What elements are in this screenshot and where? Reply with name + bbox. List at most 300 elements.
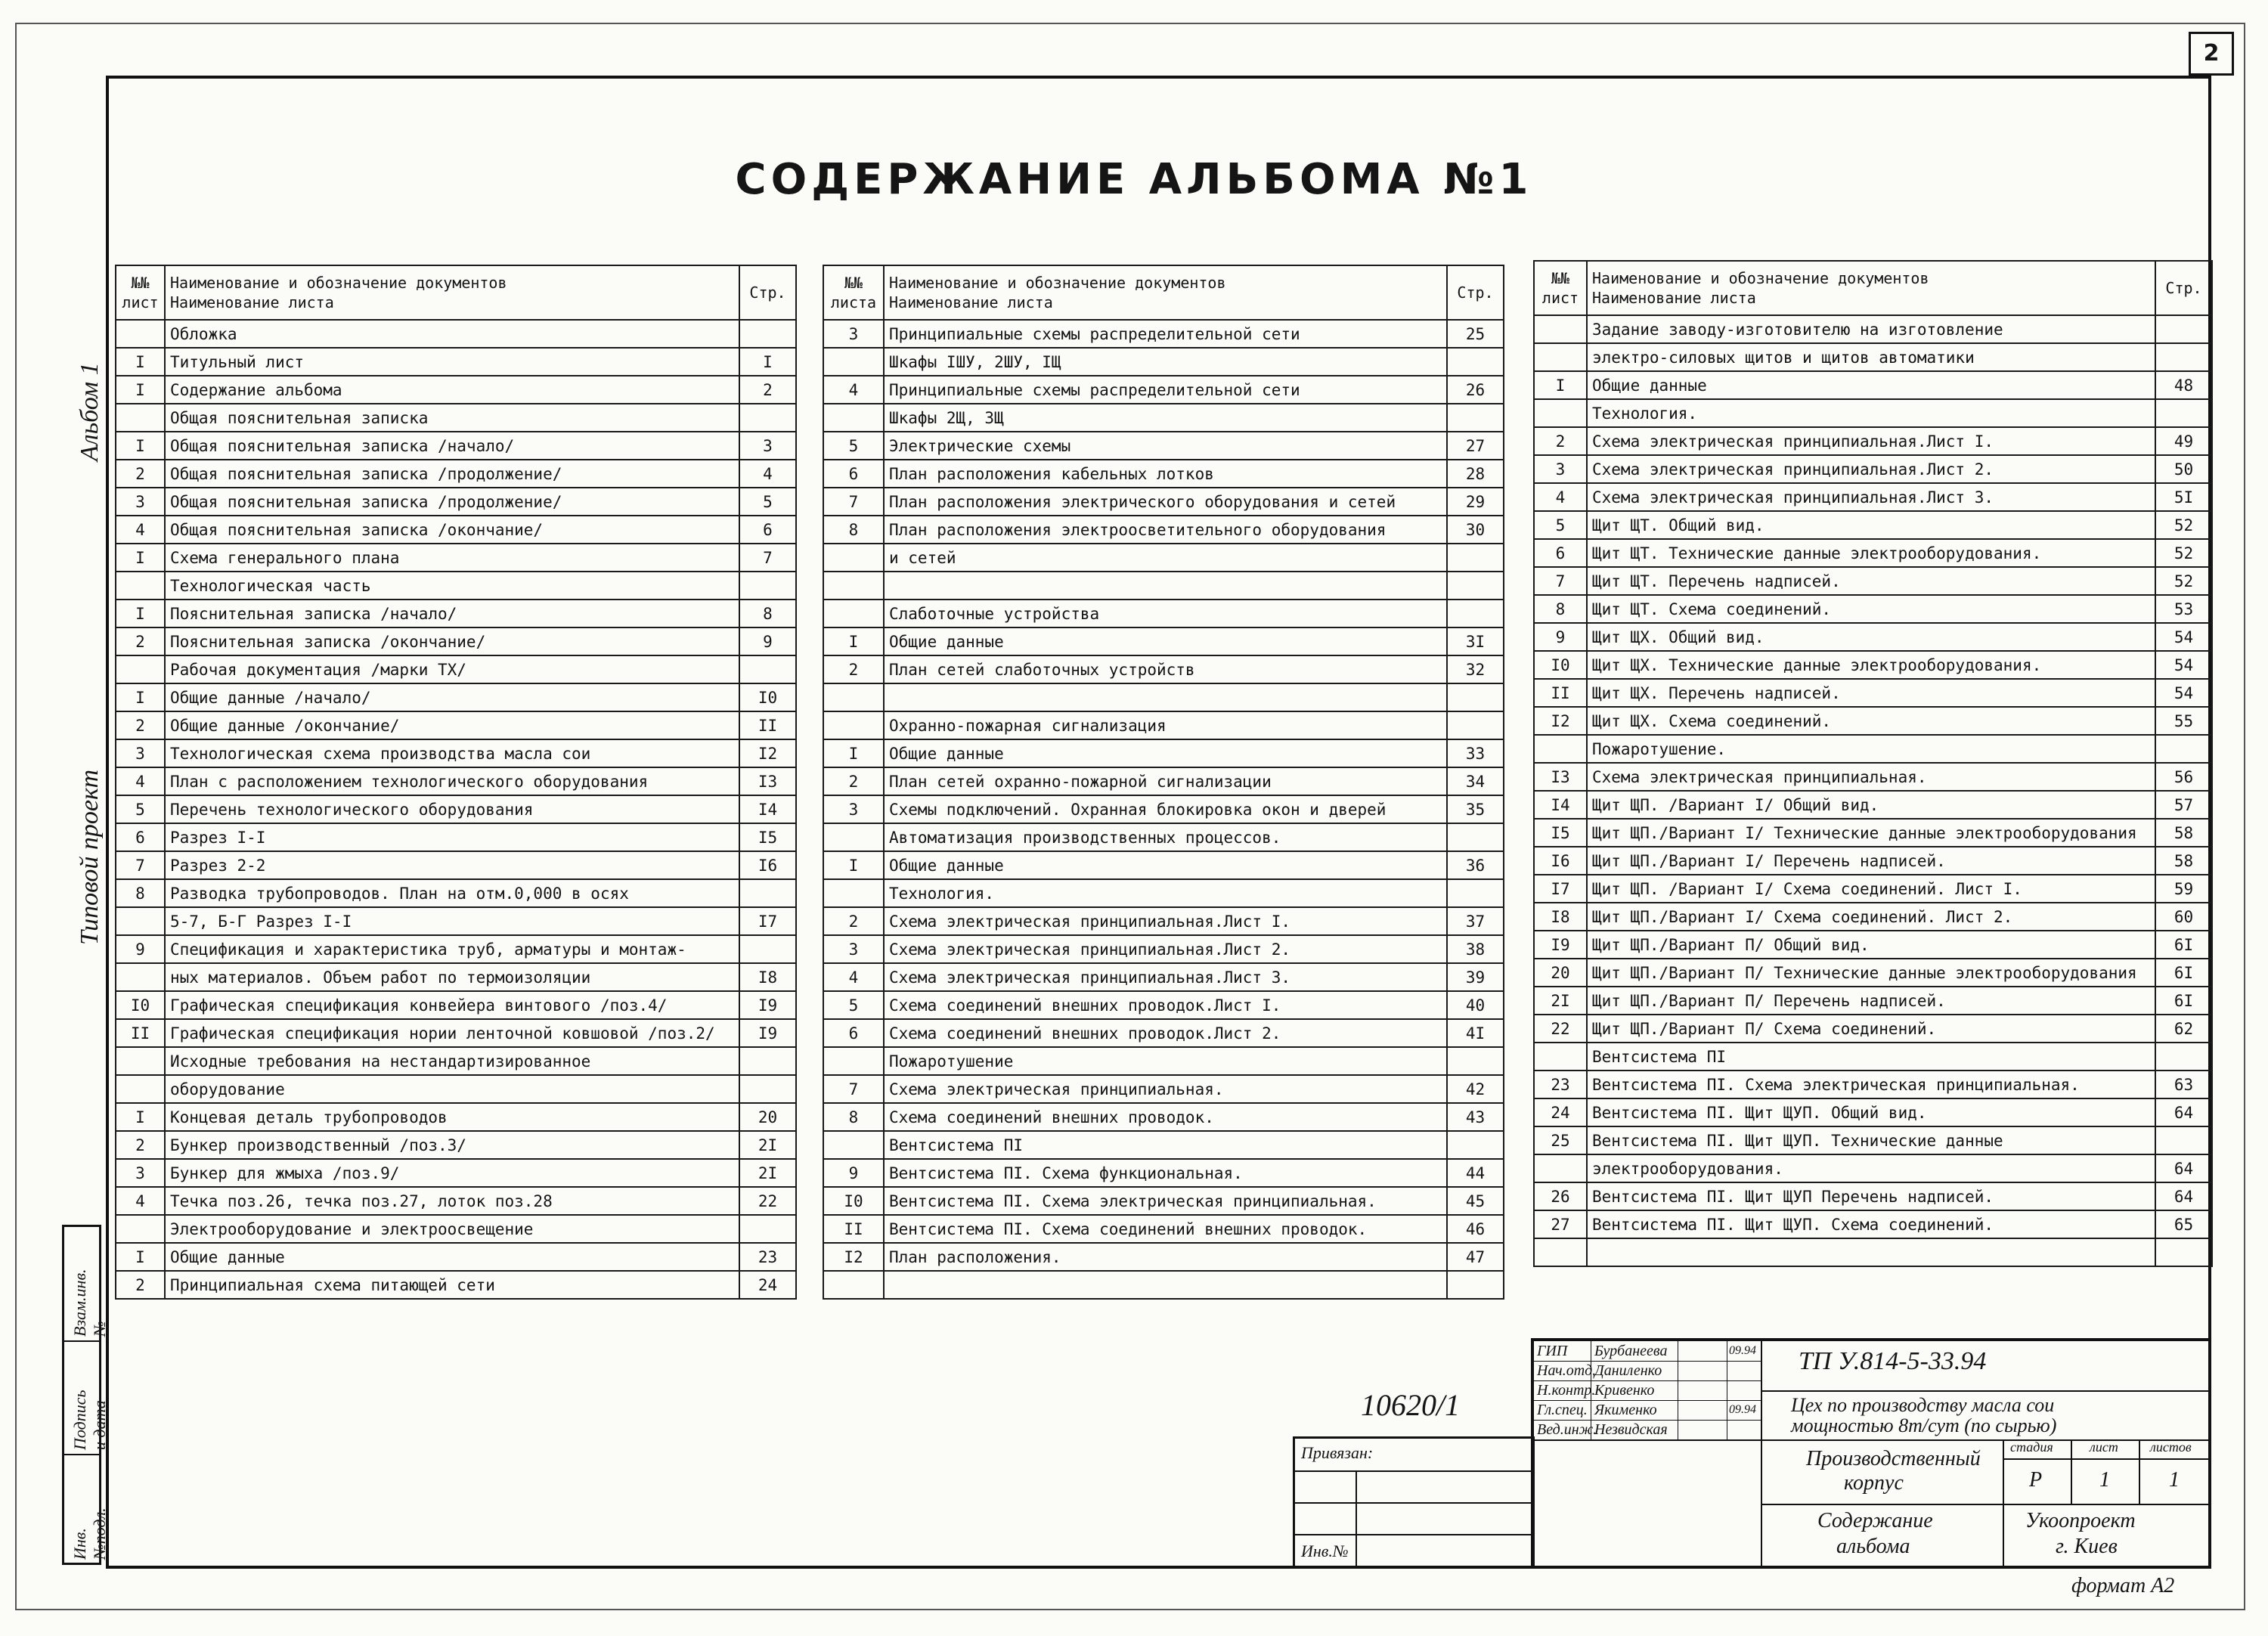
row-number: I7 [1534, 875, 1587, 903]
album-side-label: Альбом 1 [76, 362, 104, 461]
row-page: I0 [739, 683, 796, 711]
table-row [116, 1019, 796, 1047]
table-row [823, 851, 1504, 879]
row-number: I [116, 1243, 165, 1271]
row-title: Общая пояснительная записка /продолжение/ [165, 460, 739, 488]
row-page: 38 [1447, 935, 1504, 963]
row-number: 4 [116, 767, 165, 795]
row-title: Вентсистема ПI. Щит ЩУП. Общий вид. [1587, 1098, 2155, 1126]
row-page: 8 [739, 600, 796, 627]
row-number [823, 879, 884, 907]
row-number: I9 [1534, 931, 1587, 959]
project-code: ТП У.814-5-33.94 [1799, 1347, 1987, 1375]
row-number: I [823, 627, 884, 655]
row-page: 4 [739, 460, 796, 488]
row-page [1447, 879, 1504, 907]
table-row [823, 404, 1504, 432]
row-number: 6 [116, 823, 165, 851]
table-row [823, 683, 1504, 711]
row-page [2155, 735, 2212, 763]
row-number [823, 348, 884, 376]
row-page: 2 [739, 376, 796, 404]
row-page [1447, 683, 1504, 711]
row-number: 8 [1534, 595, 1587, 623]
row-title: План расположения кабельных лотков [884, 460, 1447, 488]
row-number: 6 [1534, 539, 1587, 567]
page-title: СОДЕРЖАНИЕ АЛЬБОМА №1 [735, 155, 1533, 204]
row-number [1534, 1238, 1587, 1266]
row-number: 5 [823, 432, 884, 460]
row-page: 42 [1447, 1075, 1504, 1103]
row-page: 52 [2155, 511, 2212, 539]
row-number [823, 823, 884, 851]
org-line-2: г. Киев [2056, 1535, 2118, 1558]
row-page: 34 [1447, 767, 1504, 795]
row-title: Щит ЩХ. Общий вид. [1587, 623, 2155, 651]
table-row [823, 711, 1504, 739]
table-row [1534, 399, 2212, 427]
row-title: План сетей слаботочных устройств [884, 655, 1447, 683]
row-number [116, 1215, 165, 1243]
row-title: 5-7, Б-Г Разрез I-I [165, 907, 739, 935]
row-page: I9 [739, 991, 796, 1019]
header-num: №№ лист [1534, 261, 1587, 315]
row-number: I [116, 376, 165, 404]
table-row [1534, 1154, 2212, 1182]
table-row [1534, 483, 2212, 511]
row-number: 2I [1534, 987, 1587, 1015]
row-title: Технология. [1587, 399, 2155, 427]
row-page: 9 [739, 627, 796, 655]
row-title: Обложка [165, 320, 739, 348]
row-number [823, 404, 884, 432]
table-row [116, 488, 796, 516]
table-row [823, 991, 1504, 1019]
row-page: 52 [2155, 567, 2212, 595]
row-number: 8 [116, 879, 165, 907]
row-number: 3 [823, 935, 884, 963]
table-row [1534, 987, 2212, 1015]
table-row [116, 963, 796, 991]
row-title: Охранно-пожарная сигнализация [884, 711, 1447, 739]
row-number: 6 [823, 1019, 884, 1047]
row-page: 58 [2155, 819, 2212, 847]
row-title [884, 572, 1447, 600]
table-row [823, 572, 1504, 600]
row-page [2155, 1238, 2212, 1266]
row-page: 39 [1447, 963, 1504, 991]
name-0: Бурбанеева [1594, 1343, 1668, 1359]
row-page: 62 [2155, 1015, 2212, 1043]
table-row [823, 655, 1504, 683]
row-page: 54 [2155, 679, 2212, 707]
table-row [823, 1159, 1504, 1187]
table-row [823, 739, 1504, 767]
row-title: Щит ЩП./Вариант I/ Технические данные электрооборудования [1587, 819, 2155, 847]
row-number: I [116, 348, 165, 376]
table-row [1534, 1043, 2212, 1071]
row-number: 3 [1534, 455, 1587, 483]
row-title: Концевая деталь трубопроводов [165, 1103, 739, 1131]
row-number [116, 320, 165, 348]
sign-label: Подпись и дата [70, 1390, 109, 1450]
row-page: 65 [2155, 1210, 2212, 1238]
row-title: Электрооборудование и электроосвещение [165, 1215, 739, 1243]
row-page [739, 404, 796, 432]
toc-table-2 [823, 265, 1504, 1300]
row-title: Схемы подключений. Охранная блокировка окон и дверей [884, 795, 1447, 823]
table-row [823, 1187, 1504, 1215]
date-2: 09.94 [1729, 1403, 1756, 1416]
header-page: Стр. [1447, 265, 1504, 320]
table-row [823, 1103, 1504, 1131]
row-number [116, 572, 165, 600]
row-number [116, 1075, 165, 1103]
row-title: Схема электрическая принципиальная.Лист 2. [884, 935, 1447, 963]
row-number: 4 [116, 1187, 165, 1215]
table-row [116, 1103, 796, 1131]
header-num: №№ листа [823, 265, 884, 320]
row-number: I [823, 739, 884, 767]
row-number: 27 [1534, 1210, 1587, 1238]
row-page [1447, 600, 1504, 627]
row-number: 7 [823, 1075, 884, 1103]
row-number [823, 572, 884, 600]
row-number [116, 1047, 165, 1075]
row-page [739, 1215, 796, 1243]
row-title: и сетей [884, 544, 1447, 572]
table-row [116, 907, 796, 935]
row-number: 4 [823, 963, 884, 991]
table-row [1534, 1182, 2212, 1210]
row-title: Содержание альбома [165, 376, 739, 404]
row-title: Общая пояснительная записка /окончание/ [165, 516, 739, 544]
row-number: 2 [116, 711, 165, 739]
row-title: Принципиальные схемы распределительной сети [884, 320, 1447, 348]
row-title: Общие данные /окончание/ [165, 711, 739, 739]
table-row [1534, 679, 2212, 707]
row-page: I3 [739, 767, 796, 795]
table-row [1534, 567, 2212, 595]
row-number [1534, 1154, 1587, 1182]
row-page: 64 [2155, 1098, 2212, 1126]
table-row [823, 767, 1504, 795]
table-row [116, 683, 796, 711]
table-row [116, 1271, 796, 1299]
row-page: 2I [739, 1159, 796, 1187]
row-page: 32 [1447, 655, 1504, 683]
row-title: Схема генерального плана [165, 544, 739, 572]
table-row [116, 1075, 796, 1103]
row-number: I0 [116, 991, 165, 1019]
row-title: Рабочая документация /марки ТХ/ [165, 655, 739, 683]
row-title: Вентсистема ПI. Щит ЩУП Перечень надписей. [1587, 1182, 2155, 1210]
row-number [823, 544, 884, 572]
table-row [1534, 1098, 2212, 1126]
row-page [739, 879, 796, 907]
row-page: 6I [2155, 931, 2212, 959]
row-page: I8 [739, 963, 796, 991]
row-number: 2 [823, 655, 884, 683]
row-title: Разрез I-I [165, 823, 739, 851]
table-row [823, 1131, 1504, 1159]
row-title: Схема электрическая принципиальная. [884, 1075, 1447, 1103]
table-row [1534, 511, 2212, 539]
row-title: Титульный лист [165, 348, 739, 376]
row-number: 5 [116, 795, 165, 823]
table-row [823, 879, 1504, 907]
row-number: 7 [823, 488, 884, 516]
header-num: №№ лист [116, 265, 165, 320]
header-name: Наименование и обозначение документов Наименование листа [165, 265, 739, 320]
row-page: II [739, 711, 796, 739]
table-row [823, 432, 1504, 460]
table-row [823, 460, 1504, 488]
table-row [1534, 875, 2212, 903]
row-page [739, 655, 796, 683]
row-number: I8 [1534, 903, 1587, 931]
row-title: ных материалов. Объем работ по термоизоляции [165, 963, 739, 991]
table-row [823, 907, 1504, 935]
row-number: 9 [1534, 623, 1587, 651]
role-2: Н.контр. [1537, 1382, 1596, 1399]
row-title: Бункер производственный /поз.3/ [165, 1131, 739, 1159]
row-title: Общие данные [1587, 371, 2155, 399]
row-title: Схема соединений внешних проводок.Лист 2. [884, 1019, 1447, 1047]
table-row [823, 600, 1504, 627]
name-2: Кривенко [1594, 1382, 1655, 1399]
row-number: 3 [116, 1159, 165, 1187]
row-number [823, 1271, 884, 1299]
table-row [823, 348, 1504, 376]
row-title: Слаботочные устройства [884, 600, 1447, 627]
row-title: Щит ЩП. /Вариант I/ Схема соединений. Лист I. [1587, 875, 2155, 903]
row-number: 4 [116, 516, 165, 544]
row-page: 54 [2155, 623, 2212, 651]
project-side-label: Типовой проект [76, 769, 104, 945]
row-title: электрооборудования. [1587, 1154, 2155, 1182]
row-number: 2 [116, 627, 165, 655]
row-number: 3 [823, 320, 884, 348]
table-row [823, 1019, 1504, 1047]
row-page: 53 [2155, 595, 2212, 623]
row-number: 5 [823, 991, 884, 1019]
table-row [823, 1243, 1504, 1271]
building-line-2: корпус [1844, 1471, 1904, 1495]
row-title: План расположения. [884, 1243, 1447, 1271]
table-row [823, 488, 1504, 516]
row-title: Вентсистема ПI. Схема электрическая принципиальная. [884, 1187, 1447, 1215]
table-row [116, 1215, 796, 1243]
row-title: Шкафы IШУ, 2ШУ, IЩ [884, 348, 1447, 376]
name-1: Даниленко [1594, 1362, 1662, 1379]
table-row [1534, 595, 2212, 623]
role-4: Вед.инж. [1537, 1421, 1597, 1438]
row-number: 4 [1534, 483, 1587, 511]
table-row [1534, 1015, 2212, 1043]
row-title: План расположения электрического оборудования и сетей [884, 488, 1447, 516]
row-page: 30 [1447, 516, 1504, 544]
row-number: 22 [1534, 1015, 1587, 1043]
row-number: 7 [1534, 567, 1587, 595]
row-title: Щит ЩХ. Технические данные электрооборудования. [1587, 651, 2155, 679]
row-page: 6I [2155, 959, 2212, 987]
row-title: Общая пояснительная записка /продолжение/ [165, 488, 739, 516]
row-page: 56 [2155, 763, 2212, 791]
row-page: I4 [739, 795, 796, 823]
row-title: Вентсистема ПI. Щит ЩУП. Технические данные [1587, 1126, 2155, 1154]
row-page: 45 [1447, 1187, 1504, 1215]
row-title: Вентсистема ПI. Схема функциональная. [884, 1159, 1447, 1187]
row-title: Щит ЩП. /Вариант I/ Общий вид. [1587, 791, 2155, 819]
table-row [1534, 763, 2212, 791]
row-title: Щит ЩТ. Технические данные электрооборудования. [1587, 539, 2155, 567]
table-row [116, 767, 796, 795]
row-title: Схема электрическая принципиальная.Лист 2. [1587, 455, 2155, 483]
row-page [1447, 404, 1504, 432]
table-row [1534, 651, 2212, 679]
toc-table-1 [115, 265, 797, 1300]
row-title [884, 1271, 1447, 1299]
row-title: Пожаротушение [884, 1047, 1447, 1075]
stage-value: Р [2029, 1468, 2043, 1492]
row-number: I0 [1534, 651, 1587, 679]
table-row [1534, 371, 2212, 399]
row-title: Схема соединений внешних проводок. [884, 1103, 1447, 1131]
row-title: Перечень технологического оборудования [165, 795, 739, 823]
table-row [116, 851, 796, 879]
row-title: Щит ЩТ. Общий вид. [1587, 511, 2155, 539]
row-title: Электрические схемы [884, 432, 1447, 460]
row-title: Шкафы 2Щ, 3Щ [884, 404, 1447, 432]
row-title: Спецификация и характеристика труб, арматуры и монтаж- [165, 935, 739, 963]
row-title: Пояснительная записка /начало/ [165, 600, 739, 627]
sheet-value: 1 [2099, 1468, 2110, 1492]
row-title: План сетей охранно-пожарной сигнализации [884, 767, 1447, 795]
header-page: Стр. [739, 265, 796, 320]
row-page [1447, 1271, 1504, 1299]
table-row [823, 516, 1504, 544]
table-row [116, 1131, 796, 1159]
row-number: I [116, 432, 165, 460]
row-page [2155, 315, 2212, 343]
row-page: I2 [739, 739, 796, 767]
row-page: I [739, 348, 796, 376]
table-row [1534, 343, 2212, 371]
row-title: Разводка трубопроводов. План на отм.0,000 в осях [165, 879, 739, 907]
row-number: 8 [823, 516, 884, 544]
row-title: Схема электрическая принципиальная.Лист I. [1587, 427, 2155, 455]
row-page: 60 [2155, 903, 2212, 931]
table-row [1534, 539, 2212, 567]
row-page [1447, 572, 1504, 600]
table-row [1534, 455, 2212, 483]
table-row [823, 935, 1504, 963]
row-title: Щит ЩТ. Перечень надписей. [1587, 567, 2155, 595]
row-number [823, 600, 884, 627]
table-row [1534, 959, 2212, 987]
table-row [823, 963, 1504, 991]
row-page: 27 [1447, 432, 1504, 460]
table-row [1534, 819, 2212, 847]
row-title: Щит ЩП./Вариант I/ Перечень надписей. [1587, 847, 2155, 875]
row-page: 5I [2155, 483, 2212, 511]
table-row [116, 711, 796, 739]
row-number: I [1534, 371, 1587, 399]
row-page [1447, 1047, 1504, 1075]
sheet-title-1: Содержание [1817, 1509, 1933, 1532]
row-page: I6 [739, 851, 796, 879]
binding-inv: Инв.№ [1301, 1541, 1349, 1560]
row-title: Щит ЩП./Вариант I/ Схема соединений. Лист 2. [1587, 903, 2155, 931]
row-title: Схема электрическая принципиальная.Лист 3. [1587, 483, 2155, 511]
table-row [823, 795, 1504, 823]
row-title: Вентсистема ПI. Щит ЩУП. Схема соединений. [1587, 1210, 2155, 1238]
row-title: Задание заводу-изготовителю на изготовление [1587, 315, 2155, 343]
role-1: Нач.отд. [1537, 1362, 1597, 1379]
row-title: Щит ЩП./Вариант П/ Схема соединений. [1587, 1015, 2155, 1043]
row-title: Общие данные /начало/ [165, 683, 739, 711]
row-title: Технология. [884, 879, 1447, 907]
row-page: 63 [2155, 1071, 2212, 1098]
row-number: 2 [116, 460, 165, 488]
row-page: 59 [2155, 875, 2212, 903]
row-page: 40 [1447, 991, 1504, 1019]
table-row [823, 544, 1504, 572]
row-title: Схема электрическая принципиальная.Лист 3. [884, 963, 1447, 991]
table-row [823, 1047, 1504, 1075]
row-title: Вентсистема ПI [884, 1131, 1447, 1159]
row-title: Графическая спецификация нории ленточной ковшовой /поз.2/ [165, 1019, 739, 1047]
row-number [116, 963, 165, 991]
row-title: Общие данные [165, 1243, 739, 1271]
table-row [116, 432, 796, 460]
row-page: 6 [739, 516, 796, 544]
row-page [739, 1047, 796, 1075]
row-number: 2 [116, 1131, 165, 1159]
row-title: Схема электрическая принципиальная.Лист I. [884, 907, 1447, 935]
row-title [884, 683, 1447, 711]
row-page: 36 [1447, 851, 1504, 879]
row-page: 57 [2155, 791, 2212, 819]
table-row [116, 655, 796, 683]
stamp-number: 10620/1 [1361, 1388, 1461, 1422]
header-sheets: листов [2150, 1439, 2192, 1455]
row-title: Пояснительная записка /окончание/ [165, 627, 739, 655]
table-row [1534, 315, 2212, 343]
row-page: 47 [1447, 1243, 1504, 1271]
object-line-1: Цех по производству масла сои [1791, 1394, 2055, 1416]
row-page: 64 [2155, 1154, 2212, 1182]
row-page: 3 [739, 432, 796, 460]
row-number: I5 [1534, 819, 1587, 847]
row-number: 9 [116, 935, 165, 963]
table-row [823, 823, 1504, 851]
name-4: Незвидская [1594, 1421, 1668, 1438]
row-title: План расположения электроосветительного оборудования [884, 516, 1447, 544]
row-title: Щит ЩХ. Перечень надписей. [1587, 679, 2155, 707]
toc-table-3 [1533, 260, 2213, 1267]
table-row [116, 600, 796, 627]
row-page: 52 [2155, 539, 2212, 567]
table-row [823, 320, 1504, 348]
row-number: I [116, 683, 165, 711]
row-title: Общая пояснительная записка /начало/ [165, 432, 739, 460]
row-title: Схема электрическая принципиальная. [1587, 763, 2155, 791]
table-row [823, 627, 1504, 655]
header-name: Наименование и обозначение документов Наименование листа [1587, 261, 2155, 315]
row-title: Течка поз.26, течка поз.27, лоток поз.28 [165, 1187, 739, 1215]
